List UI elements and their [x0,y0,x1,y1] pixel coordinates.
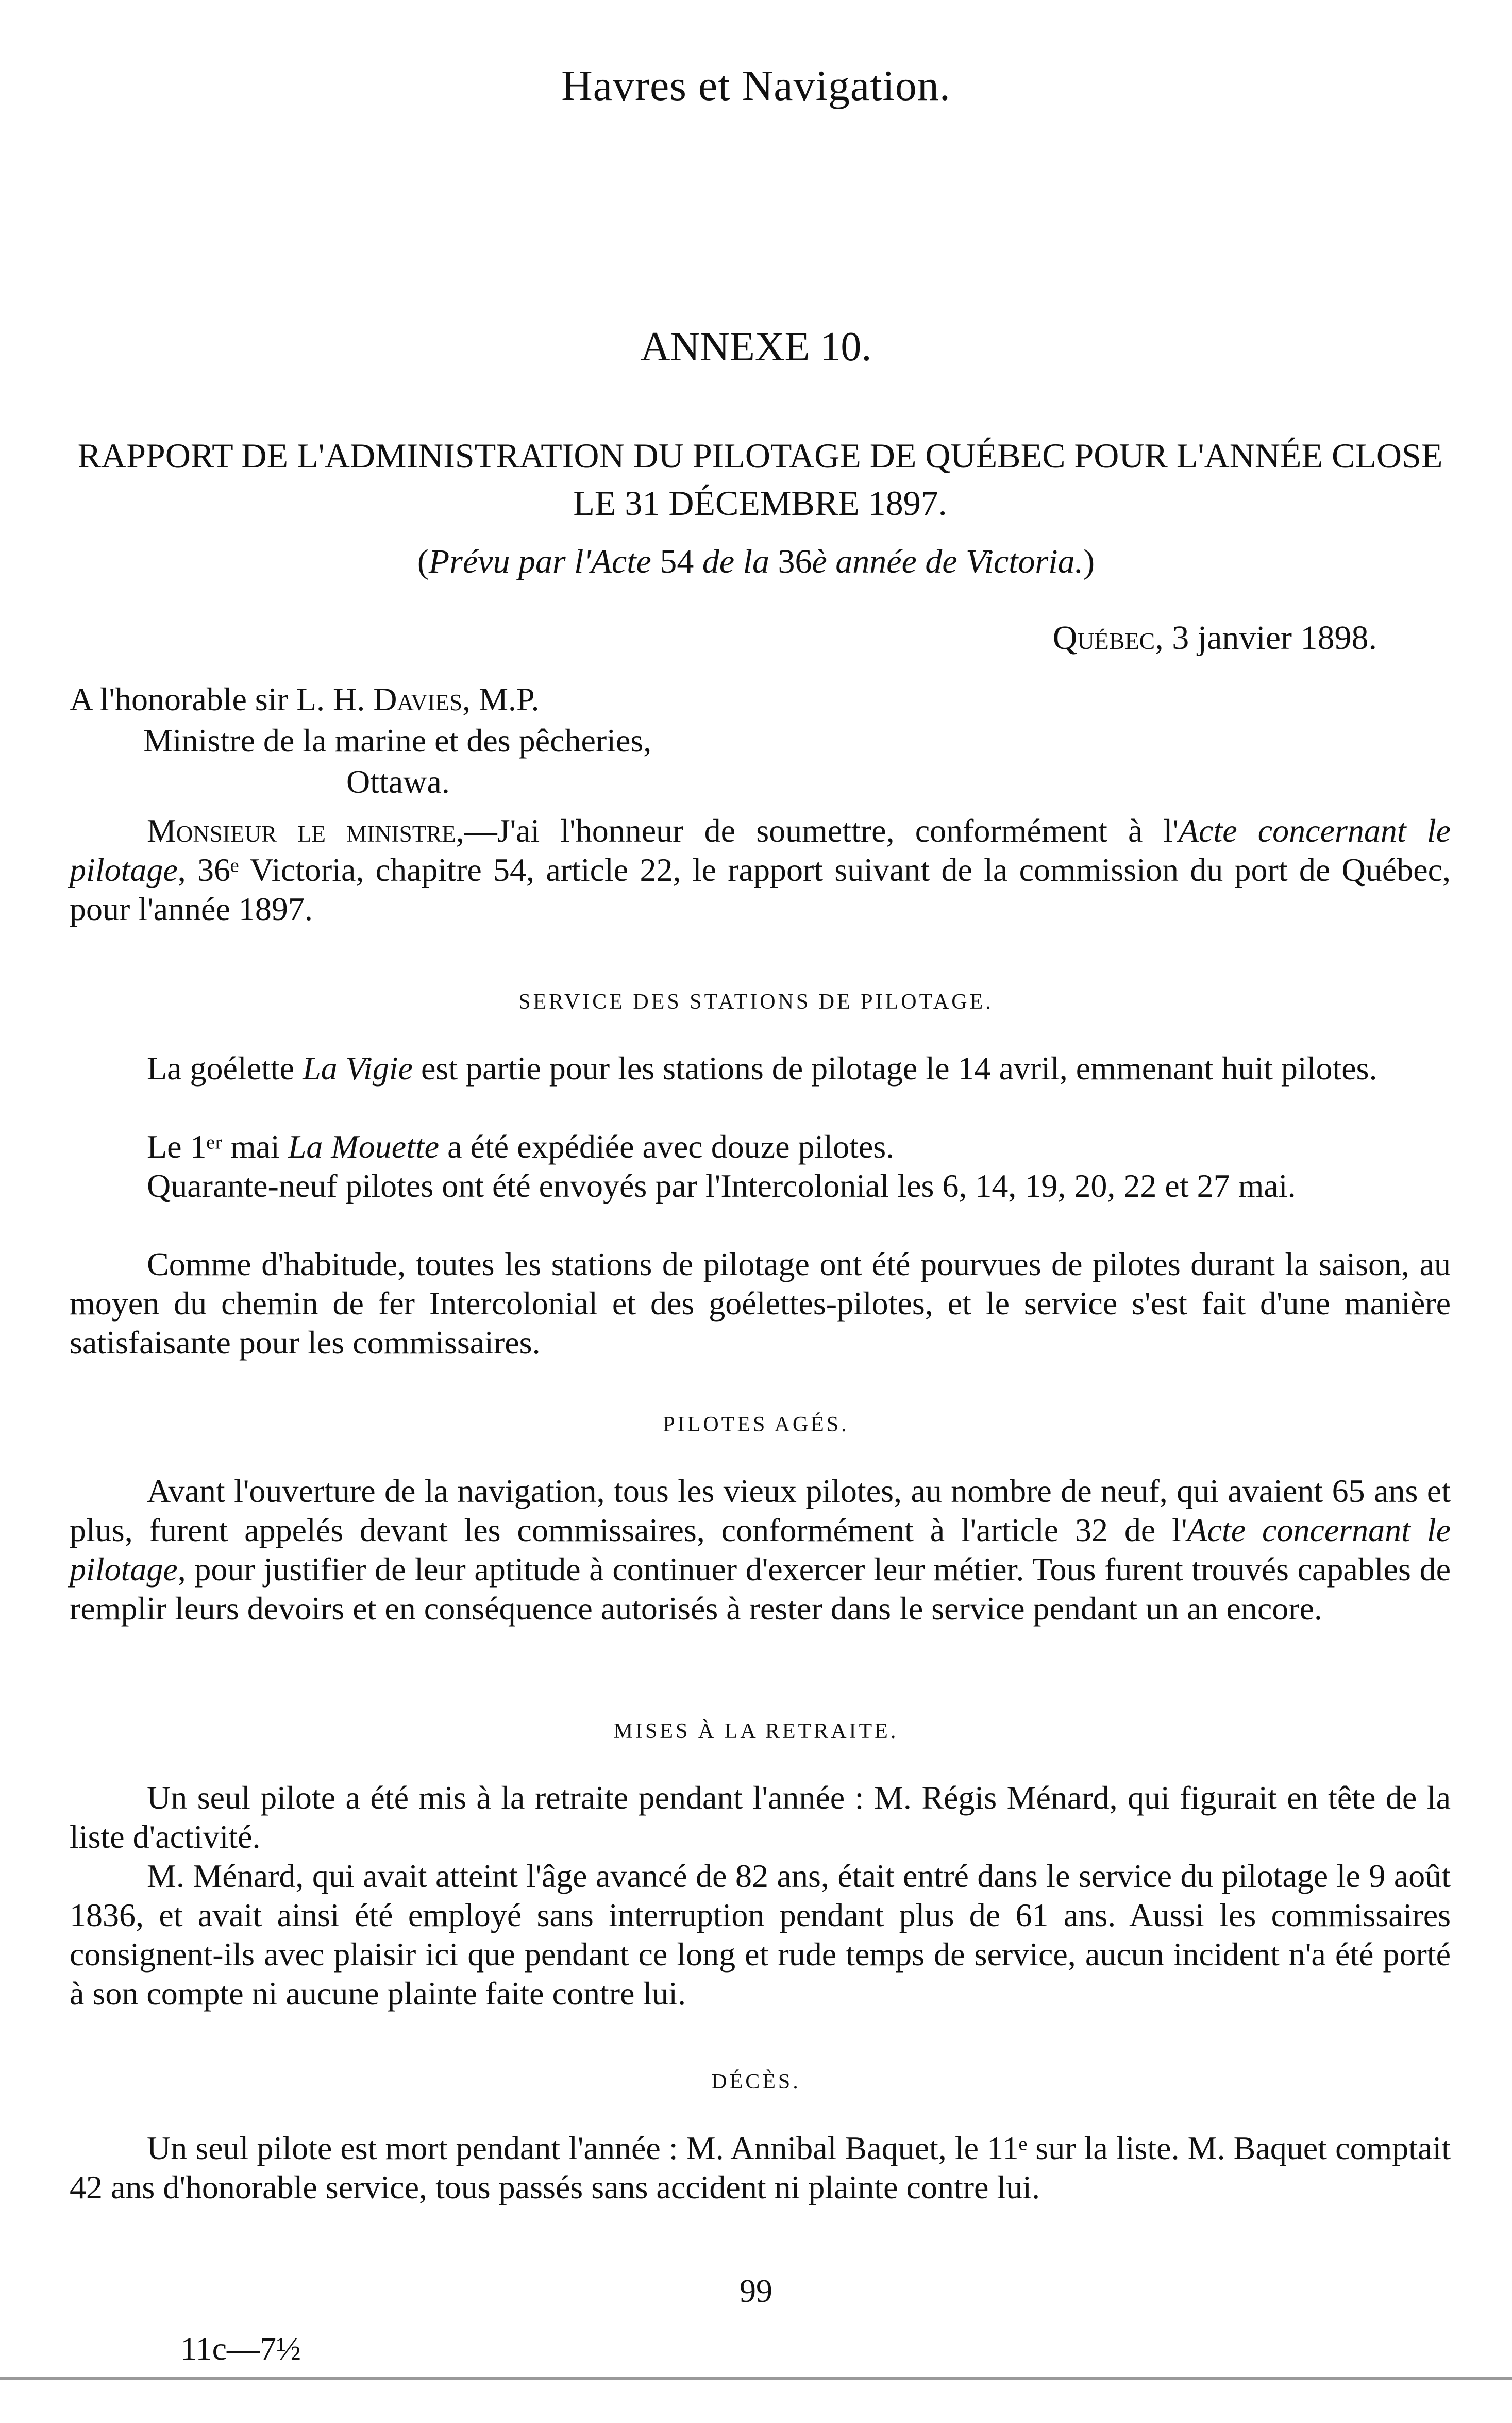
dateline-date: , 3 janvier 1898. [1155,619,1377,657]
service-p1-ship: La Vigie [303,1050,413,1087]
dateline-place: Québec [1052,619,1155,657]
service-p1-a: La goélette [147,1050,303,1087]
page-number: 99 [740,2272,772,2309]
ages-p1-a: Avant l'ouverture de la navigation, tous les vieux pilotes, au nombre de neuf, qui avaient 65 ans et plus, furent appelés devant les commissaires, conformément à l'article 32 de l' [70,1473,1451,1548]
service-p1-b: est partie pour les stations de pilotage le 14 avril, emmenant huit pilotes. [412,1050,1377,1087]
service-paragraph-3: Quarante-neuf pilotes ont été envoyés par l'Intercolonial les 6, 14, 19, 20, 22 et 27 mai. [147,1167,1296,1204]
intro-paragraph [70,811,1451,929]
section-heading-deces: DÉCÈS. [711,2070,801,2094]
section-heading-pilotes-ages: PILOTES AGÉS. [663,1413,849,1436]
service-p2-a: Le 1ᵉʳ mai [147,1128,288,1165]
report-title: RAPPORT DE L'ADMINISTRATION DU PILOTAGE DE QUÉBEC POUR L'ANNÉE CLOSE LE 31 DÉCEMBRE 1897. [77,436,1443,523]
intro-text-1: ,—J'ai l'honneur de soumettre, conformément à l' [456,812,1179,849]
retraite-paragraph-1: Un seul pilote a été mis à la retraite pendant l'année : M. Régis Ménard, qui figurait en tête de la liste d'activité. [70,1779,1451,1855]
service-paragraph-2 [70,1127,1451,1166]
service-p2-b: a été expédiée avec douze pilotes. [439,1128,895,1165]
subtitle-italic-1: Prévu par l'Acte [428,543,651,580]
page-bottom-rule [0,2377,1512,2380]
subtitle-close-paren: ) [1083,543,1095,580]
deces-paragraph: Un seul pilote est mort pendant l'année : M. Annibal Baquet, le 11ᵉ sur la liste. M. Baquet comptait 42 ans d'honorable service, tous passés sans accident ni plainte contre lui. [70,2130,1451,2205]
signature-mark: 11c—7½ [180,2330,301,2367]
section-heading-retraite: MISES À LA RETRAITE. [613,1719,899,1743]
running-head: Havres et Navigation. [561,62,951,110]
ages-p1-act: Acte concernant le pilotage [70,1512,1451,1588]
address-line-2: Ministre de la marine et des pêcheries, [143,722,652,759]
salutation: Monsieur le ministre [147,812,456,849]
address-line-3: Ottawa. [346,763,450,800]
subtitle-open-paren: ( [417,543,429,580]
service-p2-ship: La Mouette [288,1128,440,1165]
address-prefix: A l'honorable sir L. H. [70,681,374,717]
subtitle-plain-1: 54 [651,543,702,580]
section-heading-service: SERVICE DES STATIONS DE PILOTAGE. [518,990,994,1014]
address-suffix: , M.P. [462,681,540,717]
subtitle-plain-2: 36 [769,543,812,580]
subtitle-italic-2: de la [702,543,769,580]
service-paragraph-1 [70,1049,1451,1088]
intro-act-title: Acte concernant le pilotage [70,812,1451,888]
subtitle-italic-3: è année de Victoria. [812,543,1084,580]
intro-text-2: , 36ᵉ Victoria, chapitre 54, article 22, le rapport suivant de la commission du port de Québec, pour l'année 1897. [70,851,1451,927]
address-line-1 [70,680,540,718]
pilotes-ages-paragraph [70,1472,1451,1628]
report-subtitle [0,542,1512,581]
ages-p1-b: , pour justifier de leur aptitude à continuer d'exercer leur métier. Tous furent trouvés capables de remplir leurs devoirs et en conséquence autorisés à rester dans le service pendant un an encore. [70,1551,1451,1627]
retraite-paragraph-2: M. Ménard, qui avait atteint l'âge avancé de 82 ans, était entré dans le service du pilotage le 9 août 1836, et avait ainsi été employé sans interruption pendant plus de 61 ans. Aussi les commissaires consignent-ils avec plaisir ici que pendant ce long et rude temps de service, aucun incident n'a été porté à son compte ni aucune plainte faite contre lui. [70,1858,1451,2012]
annex-title: ANNEXE 10. [640,324,872,370]
address-name: Davies [373,681,463,717]
service-paragraph-4: Comme d'habitude, toutes les stations de pilotage ont été pourvues de pilotes durant la saison, au moyen du chemin de fer Intercolonial et des goélettes-pilotes, et le service s'est fait d'une manière satisfaisante pour les commissaires. [70,1246,1451,1361]
dateline [1053,619,1377,658]
